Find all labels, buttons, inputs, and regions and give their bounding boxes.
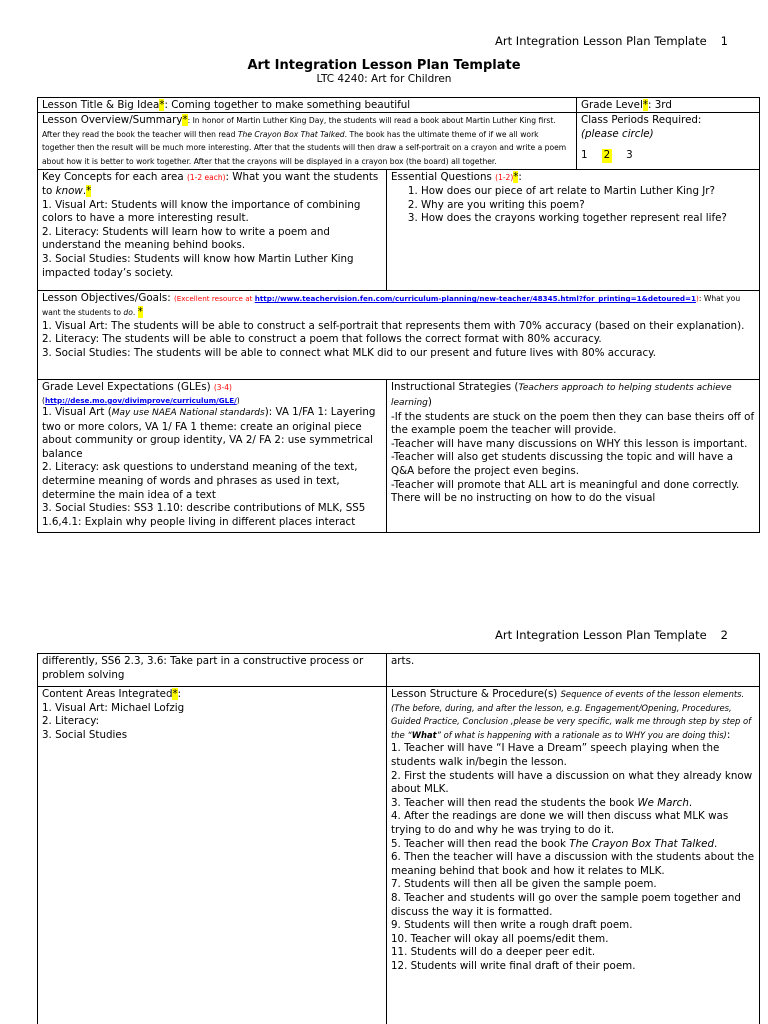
content-areas-colon: : [177,688,182,700]
structure-label: Lesson Structure & Procedure(s) [391,688,561,700]
gles-url-close: ) [236,395,240,405]
objectives-resource-suffix: ) [696,294,699,304]
strategies-note: Teachers approach to helping students achieve learning [391,383,732,408]
essential-question-item: 2. Why are you writing this poem? [421,199,755,213]
row-overview [38,113,760,170]
procedure-step: 1. Teacher will have “I Have a Dream” speech playing when the students walk in/begin the lesson. [391,742,720,768]
strategies-cell [387,380,760,533]
essential-question-item: 1. How does our piece of art relate to Martin Luther King Jr? [421,185,755,199]
book-title: We March [637,796,689,809]
essential-questions-colon: : [518,171,522,184]
required-star: * [86,184,92,197]
essential-question-item: 3. How does the crayons working together represent real life? [421,212,755,226]
overview-book-title: The Crayon Box That Talked [237,129,345,139]
strategies-cont-cell: arts. [387,654,760,687]
content-area-item: 3. Social Studies [42,728,128,741]
lesson-title-cell [38,98,577,113]
objective-item: 1. Visual Art: The students will be able to construct a self-portrait that represents them with 70% accuracy (based on their explanation). [42,319,745,332]
strategy-item: -Teacher will promote that ALL art is meaningful and done correctly. There will be no instructing on how to do the visual [391,478,740,505]
structure-cell [387,687,760,1024]
objectives-do: do [123,307,133,317]
key-concepts-prompt: : What you want the students to [42,171,379,197]
row-objectives [38,291,760,380]
strategy-item: -If the students are stuck on the poem then they can base theirs off of the example poem the teacher will provide. [391,410,755,437]
gles-cell [38,380,387,533]
page-gap [0,568,768,600]
gles-link[interactable]: http://dese.mo.gov/divimprove/curriculum/GLE/ [44,395,237,405]
running-head [495,34,728,48]
strategy-item: -Teacher will also get students discussing the topic and will have a Q&A before the project even begins. [391,451,734,477]
lesson-plan-table-cont [37,653,760,1024]
key-concepts-label: Key Concepts for each area [42,171,187,184]
structure-note-cont: ” of what is happening with a rationale as to WHY you are doing this) [436,729,727,740]
document-subtitle: LTC 4240: Art for Children [316,73,452,85]
essential-questions-cell [387,170,760,291]
strategies-label-close: ) [427,395,432,408]
required-star: * [642,99,649,111]
key-concepts-prompt-end: . [82,184,87,197]
procedure-step: 12. Students will write final draft of their poem. [391,959,636,972]
objective-item: 3. Social Studies: The students will be able to connect what MLK did to our present and future lives with 80% accuracy. [42,346,657,359]
row-continued [38,654,760,687]
procedure-step: 11. Students will do a deeper peer edit. [391,946,596,959]
period-option-3[interactable]: 3 [626,149,633,162]
essential-questions-count: (1-2) [495,173,514,183]
procedure-step: 3. Teacher will then read the students the book [391,796,638,809]
procedure-step: 6. Then the teacher will have a discussion with the students about the meaning behind that book and how it relates to MLK. [391,851,755,877]
grade-level-label: Grade Level [581,99,643,111]
class-periods-note: (please circle) [581,127,654,140]
required-star: * [182,114,188,126]
content-areas-label: Content Areas Integrated [42,688,173,700]
gles-label: Grade Level Expectations (GLEs) [42,381,214,394]
content-area-item: 2. Literacy: [42,715,100,728]
gles-cont-cell: differently, SS6 2.3, 3.6: Take part in a constructive process or problem solving [38,654,387,687]
key-concepts-cell [38,170,387,291]
lesson-title-value: : Coming together to make something beautiful [164,99,411,111]
class-periods-label: Class Periods Required: [581,114,702,126]
gle-item-1-note: May use NAEA National standards [111,407,265,418]
grade-level-value: : 3rd [648,99,672,111]
class-periods-options [581,149,755,163]
procedure-step: 5. Teacher will then read the book [391,837,570,850]
page-2 [0,600,768,1024]
period-option-1[interactable]: 1 [581,149,588,162]
procedure-step-end: . [688,796,693,809]
objectives-resource-prefix: (Excellent resource at [173,294,255,304]
objectives-label: Lesson Objectives/Goals: [42,292,174,305]
running-head [495,628,728,642]
objectives-prompt: : What you want the students to [42,294,741,317]
essential-questions-label: Essential Questions [391,171,496,184]
content-areas-cell [38,687,387,1024]
running-head-title: Art Integration Lesson Plan Template [495,34,707,48]
book-title: The Crayon Box That Talked [569,837,715,850]
page-number: 1 [720,34,728,48]
row-content-structure [38,687,760,1024]
gle-item-3: 3. Social Studies: SS3 1.10: describe contributions of MLK, SS5 1.6,4.1: Explain why people living in different places interact [42,502,366,528]
required-star: * [172,688,178,700]
key-concepts-know: know [55,184,83,197]
gles-url-open: ( [42,395,45,405]
page-number: 2 [720,628,728,642]
key-concept-item: 1. Visual Art: Students will know the importance of combining colors to have a more interesting result. [42,198,361,225]
objectives-cell [38,291,760,380]
required-star: * [513,171,519,184]
row-title [38,98,760,113]
structure-note-what: What [411,729,437,740]
essential-questions-list [391,185,755,226]
content-area-item: 1. Visual Art: Michael Lofzig [42,701,185,714]
row-gles [38,380,760,533]
row-concepts [38,170,760,291]
procedure-step: 10. Teacher will okay all poems/edit them. [391,932,609,945]
required-star: * [137,305,143,318]
overview-cell [38,113,577,170]
key-concept-item: 2. Literacy: Students will learn how to write a poem and understand the meaning behind books. [42,225,330,252]
required-star: * [159,99,165,111]
procedure-step: 4. After the readings are done we will then discuss what MLK was trying to do and why he was trying to do it. [391,810,729,836]
overview-label: Lesson Overview/Summary [42,114,183,126]
strategy-item: -Teacher will have many discussions on WHY this lesson is important. [391,437,748,450]
procedure-step: 8. Teacher and students will go over the sample poem together and discuss the way it is formatted. [391,891,741,918]
key-concept-item: 3. Social Studies: Students will know how Martin Luther King impacted today’s society. [42,252,354,279]
procedure-step: 2. First the students will have a discussion on what they already know about MLK. [391,769,753,796]
gle-item-1: 1. Visual Art ( [42,405,112,418]
gle-item-1-cont: ): VA 1/FA 1: Layering two or more colors, VA 1/ FA 1 theme: create an original piece about community or group identity, VA 2/ FA 2: use symmetrical balance [42,405,376,460]
procedure-step: 7. Students will then all be given the sample poem. [391,878,657,891]
class-periods-cell [577,113,760,170]
procedure-step-end: . [714,837,718,850]
overview-text-cont: . The book has the ultimate theme of if we all work together then the result will be much more interesting. After that the students will then draw a self-portrait on a crayon and write a poem about how it is better to work together. After that the crayons will be displayed in a crayon box (the board) all together. [42,129,567,166]
objectives-prompt-end: . [132,307,138,317]
structure-colon: : [726,728,731,741]
procedure-step: 9. Students will then write a rough draft poem. [391,919,633,932]
overview-text: : In honor of Martin Luther King Day, the students will read a book about Martin Luther King first. After they read the book the teacher will then read [42,116,556,139]
grade-level-cell [577,98,760,113]
gle-item-2: 2. Literacy: ask questions to understand meaning of the text, determine meaning of words and phrases as used in text, determine the main idea of a text [42,461,358,501]
objective-item: 2. Literacy: The students will be able to construct a poem that follows the correct format with 80% accuracy. [42,333,602,346]
objectives-resource-link[interactable]: http://www.teachervision.fen.com/curriculum-planning/new-teacher/48345.html?for_printing=1&detoured=1 [254,294,697,304]
structure-note: Sequence of events of the lesson elements. (The before, during, and after the lesson, e.g. Engagement/Opening, Procedures, Guided Practice, Conclusion ,please be very specific, walk me through step by step of the “ [391,689,752,740]
strategies-label: Instructional Strategies ( [391,381,519,394]
gles-count: (3-4) [213,383,232,393]
lesson-plan-table [37,97,760,533]
document-title: Art Integration Lesson Plan Template [247,58,521,73]
lesson-title-label: Lesson Title & Big Idea [42,99,160,111]
period-option-2-selected[interactable]: 2 [603,149,611,162]
running-head-title: Art Integration Lesson Plan Template [495,628,707,642]
key-concepts-count: (1-2 each) [186,173,226,183]
